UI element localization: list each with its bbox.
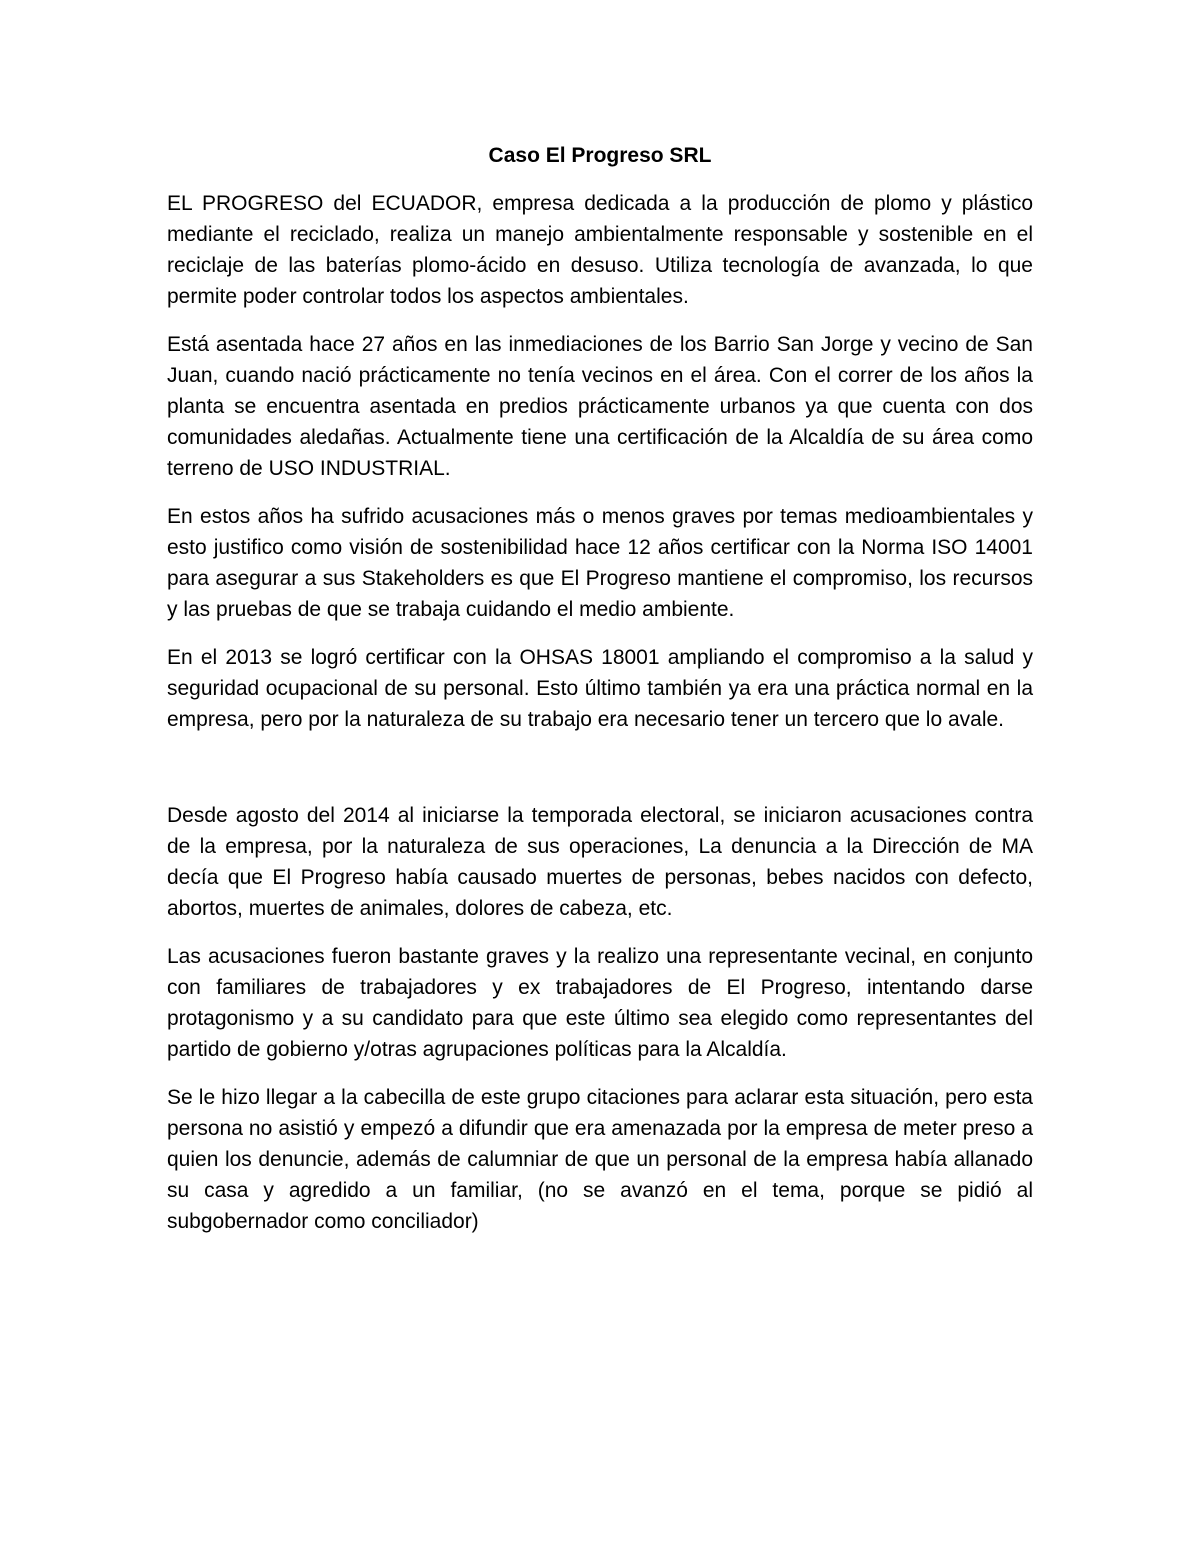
paragraph-accusations: Desde agosto del 2014 al iniciarse la temporada electoral, se iniciaron acusaciones contra de la empresa, por la naturaleza de sus operaciones, La denuncia a la Dirección de MA decía que El Progreso había causado muertes de personas, bebes nacidos con defecto, abortos, muertes de animales, dolores de cabeza, etc. <box>167 804 1033 920</box>
paragraph-company-intro: EL PROGRESO del ECUADOR, empresa dedicada a la producción de plomo y plástico mediante el reciclado, realiza un manejo ambientalmente responsable y sostenible en el reciclaje de las baterías plomo-ácido en desuso. Utiliza tecnología de avanzada, lo que permite poder controlar todos los aspectos ambientales. <box>167 192 1033 308</box>
paragraph-location: Está asentada hace 27 años en las inmediaciones de los Barrio San Jorge y vecino de San Juan, cuando nació prácticamente no tenía vecinos en el área. Con el correr de los años la planta se encuentra asentada en predios prácticamente urbanos ya que cuenta con dos comunidades aledañas. Actualmente tiene una certificación de la Alcaldía de su área como terreno de USO INDUSTRIAL. <box>167 333 1033 480</box>
paragraph-iso-14001: En estos años ha sufrido acusaciones más o menos graves por temas medioambientales y esto justifico como visión de sostenibilidad hace 12 años certificar con la Norma ISO 14001 para asegurar a sus Stakeholders es que El Progreso mantiene el compromiso, los recursos y las pruebas de que se trabaja cuidando el medio ambiente. <box>167 505 1033 621</box>
paragraph-ohsas-18001: En el 2013 se logró certificar con la OHSAS 18001 ampliando el compromiso a la salud y seguridad ocupacional de su personal. Esto último también ya era una práctica normal en la empresa, pero por la naturaleza de su trabajo era necesario tener un tercero que lo avale. <box>167 646 1033 731</box>
document-title: Caso El Progreso SRL <box>488 144 712 167</box>
paragraph-representative: Las acusaciones fueron bastante graves y la realizo una representante vecinal, en conjunto con familiares de trabajadores y ex trabajadores de El Progreso, intentando darse protagonismo y a su candidato para que este último sea elegido como representantes del partido de gobierno y/otras agrupaciones políticas para la Alcaldía. <box>167 945 1033 1061</box>
document-page <box>167 140 1033 1254</box>
paragraph-citations: Se le hizo llegar a la cabecilla de este grupo citaciones para aclarar esta situación, pero esta persona no asistió y empezó a difundir que era amenazada por la empresa de meter preso a quien los denuncie, además de calumniar de que un personal de la empresa había allanado su casa y agredido a un familiar, (no se avanzó en el tema, porque se pidió al subgobernador como conciliador) <box>167 1086 1033 1233</box>
